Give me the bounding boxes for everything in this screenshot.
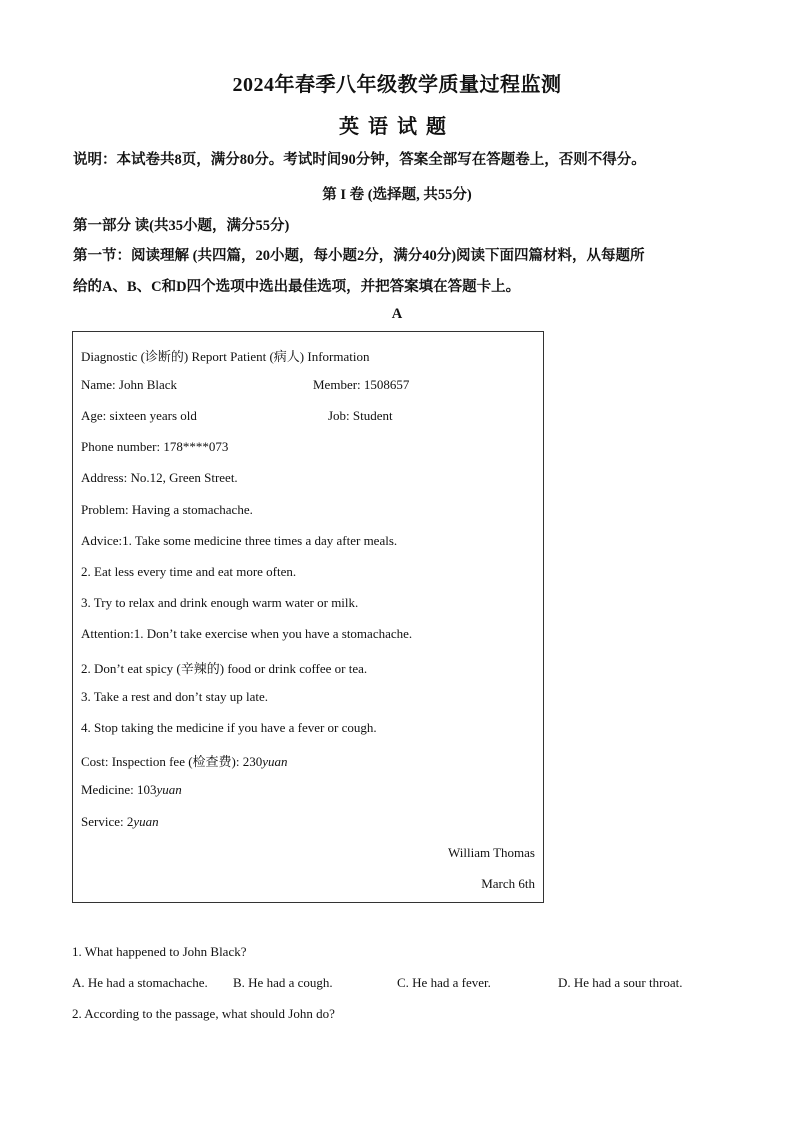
question-2: 2. According to the passage, what should John do?: [72, 1006, 335, 1021]
attention-4: 4. Stop taking the medicine if you have a fever or cough.: [81, 720, 377, 735]
q1-option-a: A. He had a stomachache.: [72, 975, 208, 990]
part-heading: 第一部分 读(共35小题，满分55分): [73, 218, 290, 234]
patient-name: Name: John Black: [81, 377, 178, 392]
cost-inspection-label: Cost: Inspection fee (检查费): 230: [81, 754, 263, 769]
unit-yuan: yuan: [133, 814, 159, 829]
section-heading-line-1: 第一节：阅读理解 (共四篇，20小题，每小题2分，满分40分)阅读下面四篇材料，从每题所: [73, 248, 645, 264]
instructions: 说明：本试卷共8页，满分80分。考试时间90分钟，答案全部写在答题卷上，否则不得分。: [73, 152, 646, 168]
question-1: 1. What happened to John Black?: [72, 944, 247, 959]
section-heading-line-2: 给的A、B、C和D四个选项中选出最佳选项，并把答案填在答题卡上。: [73, 279, 521, 295]
patient-job: Job: Student: [328, 408, 393, 423]
doctor-name: William Thomas: [448, 845, 535, 860]
advice-3: 3. Try to relax and drink enough warm water or milk.: [81, 595, 359, 610]
volume-heading: 第 I 卷 (选择题, 共55分): [322, 187, 472, 203]
member-number: Member: 1508657: [313, 377, 410, 392]
report-heading: Diagnostic (诊断的) Report Patient (病人) Information: [81, 349, 370, 364]
cost-medicine: [81, 782, 182, 798]
attention-1: Attention:1. Don’t take exercise when you have a stomachache.: [81, 626, 413, 641]
cost-service-label: Service: 2: [81, 814, 134, 829]
patient-age: Age: sixteen years old: [81, 408, 197, 423]
q1-option-b: B. He had a cough.: [233, 975, 333, 990]
phone-number: Phone number: 178****073: [81, 439, 229, 454]
diagnostic-report-box: [72, 331, 544, 903]
q1-option-d: D. He had a sour throat.: [558, 975, 683, 990]
q1-option-c: C. He had a fever.: [397, 975, 491, 990]
passage-letter: A: [391, 306, 403, 322]
cost-service: [81, 814, 159, 830]
unit-yuan: yuan: [156, 782, 182, 797]
advice-2: 2. Eat less every time and eat more often.: [81, 564, 297, 579]
cost-inspection: [81, 751, 288, 770]
address: Address: No.12, Green Street.: [81, 470, 238, 485]
attention-2: 2. Don’t eat spicy (辛辣的) food or drink coffee or tea.: [81, 661, 368, 676]
unit-yuan: yuan: [262, 754, 288, 769]
cost-medicine-label: Medicine: 103: [81, 782, 157, 797]
advice-1: Advice:1. Take some medicine three times a day after meals.: [81, 533, 398, 548]
attention-3: 3. Take a rest and don’t stay up late.: [81, 689, 269, 704]
exam-title: 2024年春季八年级教学质量过程监测: [232, 74, 562, 96]
subject-title: 英语试题: [339, 116, 455, 138]
report-date: March 6th: [481, 876, 535, 891]
problem: Problem: Having a stomachache.: [81, 502, 253, 517]
